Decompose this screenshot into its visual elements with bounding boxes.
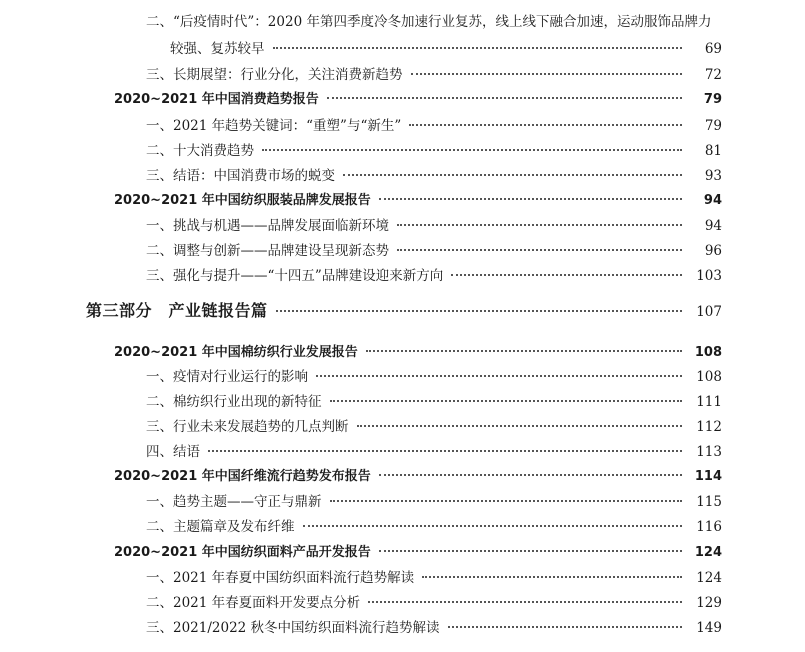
- toc-page-number: 149: [696, 620, 722, 636]
- toc-page-number: 116: [696, 519, 722, 535]
- toc-entry[interactable]: [146, 569, 805, 587]
- toc-entry-title: 四、结语: [146, 444, 200, 460]
- toc-entry-title: 2020~2021 年中国纺织面料产品开发报告: [114, 545, 371, 560]
- dot-leader: [330, 500, 683, 502]
- toc-page-number: 113: [696, 444, 722, 460]
- toc-page-number: 94: [703, 193, 722, 208]
- dot-leader: [343, 174, 682, 176]
- toc-entry-title: 二、主题篇章及发布纤维: [146, 519, 295, 535]
- toc-part-heading[interactable]: [86, 302, 805, 321]
- toc-entry-title: 一、挑战与机遇——品牌发展面临新环境: [146, 218, 389, 234]
- toc-page-number: 79: [704, 118, 722, 134]
- toc-entry-title: 三、长期展望：行业分化，关注消费新趋势: [146, 67, 403, 83]
- dot-leader: [379, 474, 682, 476]
- toc-entry-title: 一、疫情对行业运行的影响: [146, 369, 308, 385]
- toc-page-number: 108: [694, 345, 722, 360]
- dot-leader: [357, 425, 683, 427]
- toc-entry[interactable]: [146, 493, 805, 511]
- dot-leader: [448, 626, 682, 628]
- dot-leader: [330, 400, 683, 402]
- dot-leader: [327, 97, 682, 99]
- toc-part-title: 第三部分 产业链报告篇: [86, 301, 268, 320]
- toc-entry[interactable]: [146, 142, 805, 160]
- toc-page-number: 103: [696, 268, 722, 284]
- dot-leader: [422, 576, 682, 578]
- dot-leader: [411, 73, 683, 75]
- toc-entry-title: 二、棉纺织行业出现的新特征: [146, 394, 322, 410]
- toc-report-entry[interactable]: [114, 544, 805, 562]
- toc-entry-title: 2020~2021 年中国消费趋势报告: [114, 92, 319, 107]
- toc-page-number: 69: [704, 41, 722, 57]
- toc-entry-title: 2020~2021 年中国纺织服装品牌发展报告: [114, 193, 371, 208]
- toc-page-number: 72: [704, 67, 722, 83]
- toc-report-entry[interactable]: [114, 91, 805, 109]
- toc-entry[interactable]: [146, 443, 805, 461]
- toc-entry[interactable]: [146, 418, 805, 436]
- toc-entry[interactable]: [146, 368, 805, 386]
- toc-page-number: 124: [696, 570, 722, 586]
- toc-entry-title: 一、趋势主题——守正与鼎新: [146, 494, 322, 510]
- toc-entry[interactable]: [146, 217, 805, 235]
- toc-entry-title: 一、2021 年趋势关键词：“重塑”与“新生”: [146, 118, 402, 134]
- dot-leader: [316, 375, 682, 377]
- dot-leader: [368, 601, 682, 603]
- toc-report-entry[interactable]: [114, 192, 805, 210]
- dot-leader: [366, 350, 682, 352]
- toc-entry[interactable]: [170, 40, 805, 58]
- toc-entry[interactable]: [146, 619, 805, 637]
- toc-page-number: 129: [696, 595, 722, 611]
- dot-leader: [397, 249, 682, 251]
- toc-entry[interactable]: [146, 242, 805, 260]
- dot-leader: [262, 149, 682, 151]
- toc-entry-title: 三、强化与提升——“十四五”品牌建设迎来新方向: [146, 268, 444, 284]
- dot-leader: [276, 310, 682, 312]
- dot-leader: [379, 198, 682, 200]
- toc-entry-title: 较强、复苏较早: [170, 41, 265, 57]
- toc-page-number: 112: [696, 419, 722, 435]
- toc-page-number: 94: [704, 218, 722, 234]
- toc-page-number: 115: [696, 494, 722, 510]
- toc-entry[interactable]: [146, 117, 805, 135]
- toc-entry[interactable]: [146, 594, 805, 612]
- toc-entry-title: 二、2021 年春夏面料开发要点分析: [146, 595, 361, 611]
- dot-leader: [379, 550, 682, 552]
- toc-page-number: 96: [704, 243, 722, 259]
- toc-entry[interactable]: [146, 518, 805, 536]
- dot-leader: [409, 124, 682, 126]
- toc-entry[interactable]: [146, 393, 805, 411]
- toc-entry-title: 2020~2021 年中国棉纺织行业发展报告: [114, 345, 358, 360]
- toc-entry[interactable]: [146, 66, 805, 84]
- dot-leader: [208, 450, 682, 452]
- toc-page-number: 79: [703, 92, 722, 107]
- toc-page-number: 81: [704, 143, 722, 159]
- toc-entry-title: 三、结语：中国消费市场的蜕变: [146, 168, 335, 184]
- toc-report-entry[interactable]: [114, 468, 805, 486]
- dot-leader: [451, 274, 682, 276]
- toc-page-number: 124: [694, 545, 722, 560]
- toc-entry-title: 二、十大消费趋势: [146, 143, 254, 159]
- toc-page-number: 93: [704, 168, 722, 184]
- toc-entry-title: 三、行业未来发展趋势的几点判断: [146, 419, 349, 435]
- toc-entry-title: 三、2021/2022 秋冬中国纺织面料流行趋势解读: [146, 620, 440, 636]
- toc-entry-title-line1: 二、“后疫情时代”：2020 年第四季度冷冬加速行业复苏，线上线下融合加速，运动服饰品牌力: [146, 14, 712, 30]
- toc-entry[interactable]: [146, 267, 805, 285]
- toc-entry[interactable]: [146, 167, 805, 185]
- toc-page-number: 114: [694, 469, 722, 484]
- toc-report-entry[interactable]: [114, 344, 805, 362]
- toc-entry-title: 2020~2021 年中国纤维流行趋势发布报告: [114, 469, 371, 484]
- dot-leader: [273, 47, 683, 49]
- toc-entry-title: 二、调整与创新——品牌建设呈现新态势: [146, 243, 389, 259]
- toc-page-number: 107: [696, 304, 722, 320]
- toc-entry-title: 一、2021 年春夏中国纺织面料流行趋势解读: [146, 570, 415, 586]
- dot-leader: [303, 525, 683, 527]
- dot-leader: [397, 224, 682, 226]
- toc-page-number: 111: [696, 394, 722, 410]
- toc-page-number: 108: [696, 369, 722, 385]
